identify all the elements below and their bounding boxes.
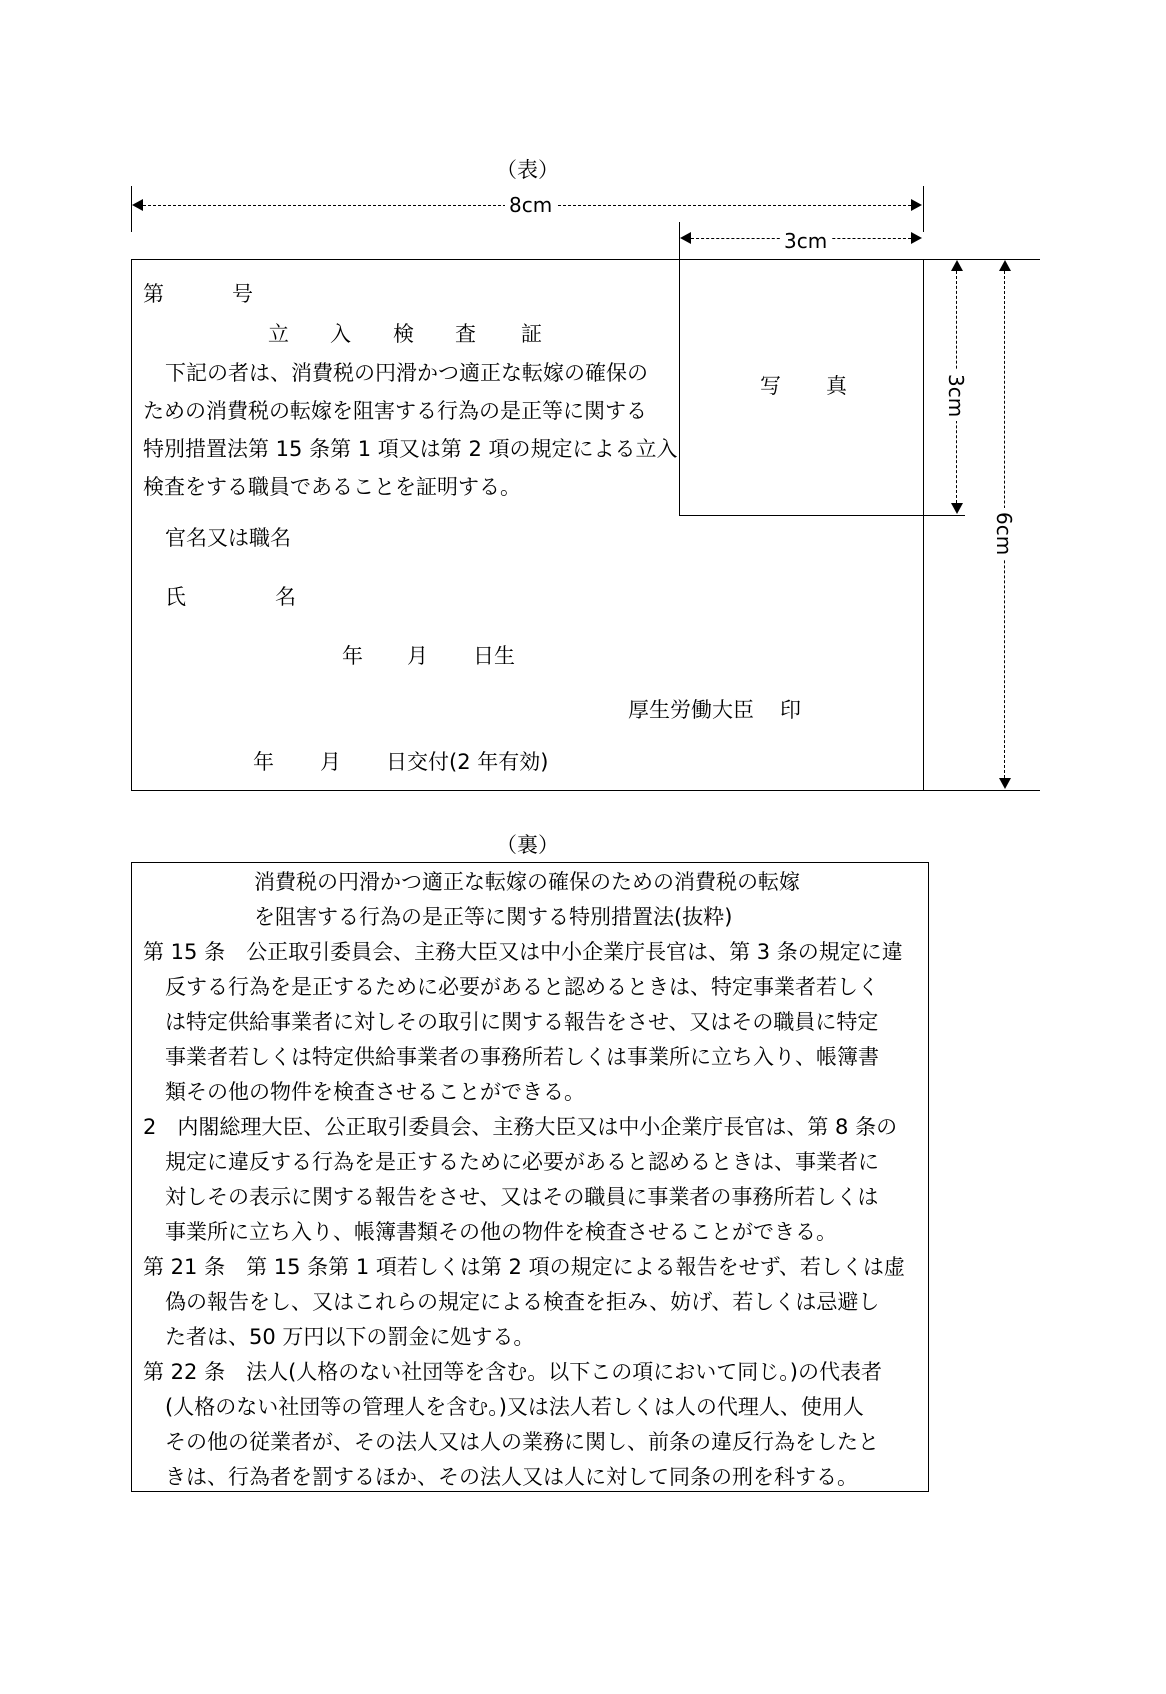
photo-char-1: 写 <box>760 374 781 398</box>
law-line: 事業所に立ち入り、帳簿書類その他の物件を検査させることができる。 <box>165 1220 837 1244</box>
arrow-left-icon <box>680 232 691 244</box>
back-title-line: 消費税の円滑かつ適正な転嫁の確保のための消費税の転嫁 <box>254 870 800 894</box>
front-heading: （表） <box>496 158 559 182</box>
law-line: 第 22 条 法人(人格のない社団等を含む。以下この項において同じ。)の代表者 <box>143 1360 882 1384</box>
law-line: 規定に違反する行為を是正するために必要があると認めるときは、事業者に <box>165 1150 879 1174</box>
law-line: 第 15 条 公正取引委員会、主務大臣又は中小企業庁長官は、第 3 条の規定に違 <box>143 940 903 964</box>
arrow-right-icon <box>911 199 922 211</box>
issuer-seal: 印 <box>780 698 801 722</box>
title-char-3: 検 <box>393 322 414 346</box>
number-dai: 第 <box>143 282 164 306</box>
width-dim-label: 8cm <box>505 195 556 215</box>
card-left-line <box>131 259 132 790</box>
issue-day-validity: 日交付(2 年有効) <box>386 750 549 774</box>
name-label-shi: 氏 <box>165 585 186 609</box>
birth-day-label: 日生 <box>473 644 515 668</box>
law-line: その他の従業者が、その法人又は人の業務に関し、前条の違反行為をしたと <box>165 1430 879 1454</box>
name-label-mei: 名 <box>275 585 296 609</box>
arrow-up-icon <box>999 260 1011 271</box>
card-right-line <box>923 259 924 790</box>
official-title-label: 官名又は職名 <box>165 526 291 550</box>
issue-year-label: 年 <box>253 750 274 774</box>
title-char-2: 入 <box>330 322 351 346</box>
birth-month-label: 月 <box>407 644 428 668</box>
issue-month-label: 月 <box>320 750 341 774</box>
title-char-1: 立 <box>268 322 289 346</box>
title-char-4: 査 <box>455 322 476 346</box>
height-label: 6cm <box>994 508 1014 559</box>
back-heading: （裏） <box>496 833 559 857</box>
arrow-up-icon <box>951 260 963 271</box>
law-line: 偽の報告をし、又はこれらの規定による検査を拒み、妨げ、若しくは忌避し <box>165 1290 880 1314</box>
card-top-line <box>131 259 1040 260</box>
photo-height-label: 3cm <box>946 370 966 421</box>
arrow-down-icon <box>999 778 1011 789</box>
law-line: 類その他の物件を検査させることができる。 <box>165 1080 585 1104</box>
title-char-5: 証 <box>521 322 542 346</box>
body-line: 特別措置法第 15 条第 1 項又は第 2 項の規定による立入 <box>143 437 678 461</box>
law-line: (人格のない社団等の管理人を含む。)又は法人若しくは人の代理人、使用人 <box>165 1395 864 1419</box>
body-line: ための消費税の転嫁を阻害する行為の是正等に関する <box>143 399 647 423</box>
photo-box-left-line <box>679 259 680 515</box>
law-line: 事業者若しくは特定供給事業者の事務所若しくは事業所に立ち入り、帳簿書 <box>165 1045 879 1069</box>
photo-char-2: 真 <box>826 374 847 398</box>
arrow-down-icon <box>951 503 963 514</box>
law-line: た者は、50 万円以下の罰金に処する。 <box>165 1325 535 1349</box>
number-go: 号 <box>232 282 253 306</box>
arrow-left-icon <box>132 199 143 211</box>
photo-box-bottom-line <box>679 515 965 516</box>
birth-year-label: 年 <box>342 644 363 668</box>
width-dim-right-tick <box>923 186 924 232</box>
back-title-line: を阻害する行為の是正等に関する特別措置法(抜粋) <box>254 905 733 929</box>
photo-width-label: 3cm <box>780 231 831 251</box>
card-bottom-line <box>131 790 1040 791</box>
law-line: 2 内閣総理大臣、公正取引委員会、主務大臣又は中小企業庁長官は、第 8 条の <box>143 1115 898 1139</box>
arrow-right-icon <box>911 232 922 244</box>
law-line: 対しその表示に関する報告をさせ、又はその職員に事業者の事務所若しくは <box>165 1185 879 1209</box>
law-line: 反する行為を是正するために必要があると認めるときは、特定事業者若しく <box>165 975 879 999</box>
law-line: は特定供給事業者に対しその取引に関する報告をさせ、又はその職員に特定 <box>165 1010 879 1034</box>
issuer-minister: 厚生労働大臣 <box>628 698 754 722</box>
body-line: 検査をする職員であることを証明する。 <box>143 475 521 499</box>
law-line: 第 21 条 第 15 条第 1 項若しくは第 2 項の規定による報告をせず、若しくは虚 <box>143 1255 905 1279</box>
law-line: きは、行為者を罰するほか、その法人又は人に対して同条の刑を科する。 <box>165 1465 858 1489</box>
body-line: 下記の者は、消費税の円滑かつ適正な転嫁の確保の <box>165 361 648 385</box>
